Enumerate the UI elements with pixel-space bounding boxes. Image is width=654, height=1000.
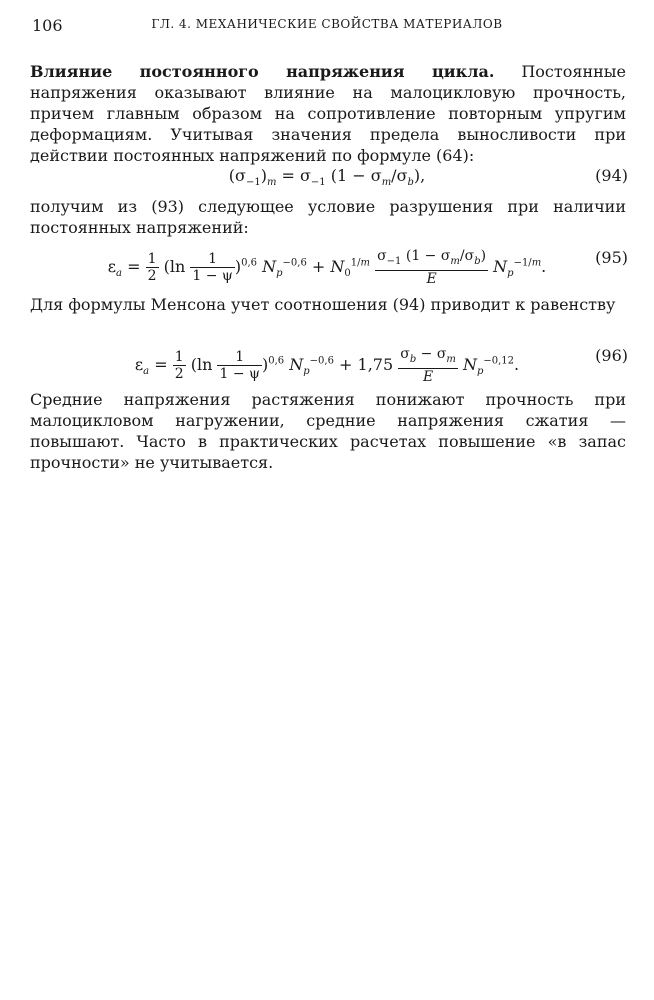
equation-95-number: (95) <box>595 248 628 267</box>
paragraph-1 <box>30 61 626 166</box>
paragraph-3: Для формулы Менсона учет соотношения (94) приводит к равенству <box>30 295 616 314</box>
equation-94-number: (94) <box>595 166 628 185</box>
paragraph-1-heading: Влияние постоянного напряжения цикла. <box>30 62 495 81</box>
equation-96-number: (96) <box>595 346 628 365</box>
equation-95 <box>0 240 654 287</box>
equation-96 <box>0 338 654 385</box>
equation-96-expression: $\varepsilon_a$ = $\frac{1}{2}$ (ln $\frac{1}{1 - \psi}$ )$^{0,6}$ $N_p^{-0,6} + 1,75$ $\frac{\sigma_b - \sigma_m}{E}$ $N_p^{-0,12}$. <box>134 346 520 385</box>
equation-95-expression: $\varepsilon_a$ = $\frac{1}{2}$ (ln $\frac{1}{1 - \psi}$ )$^{0,6}$ $N_p^{-0,6} + N_0^{1/m}$ $\frac{\sigma_{-1} (1 - \sigma_m/\sigma_b)}{E}$ $N_p^{-1/m}$. <box>107 248 547 287</box>
equation-94-expression: $(\sigma_{-1})_m = \sigma_{-1}$ $(1 - \sigma_m/\sigma_b)$, <box>228 166 426 189</box>
paragraph-1-body: Постоянные напряжения оказывают влияние на малоцикловую прочность, причем главным образом на сопротивление повторным упругим деформациям. Учитывая значения предела выносливости при действии постоянных напряжений по формуле (64): <box>30 62 626 165</box>
paragraph-4: Средние напряжения растяжения понижают прочность при малоцикловом нагружении, средние напряжения сжатия — повышают. Часто в практических расчетах повышение «в запас прочности» не учитывается. <box>30 390 626 472</box>
running-title: ГЛ. 4. МЕХАНИЧЕСКИЕ СВОЙСТВА МАТЕРИАЛОВ <box>151 17 503 31</box>
page-number: 106 <box>32 16 63 35</box>
equation-94 <box>0 158 654 198</box>
paragraph-2: получим из (93) следующее условие разрушения при наличии постоянных напряжений: <box>30 197 626 237</box>
